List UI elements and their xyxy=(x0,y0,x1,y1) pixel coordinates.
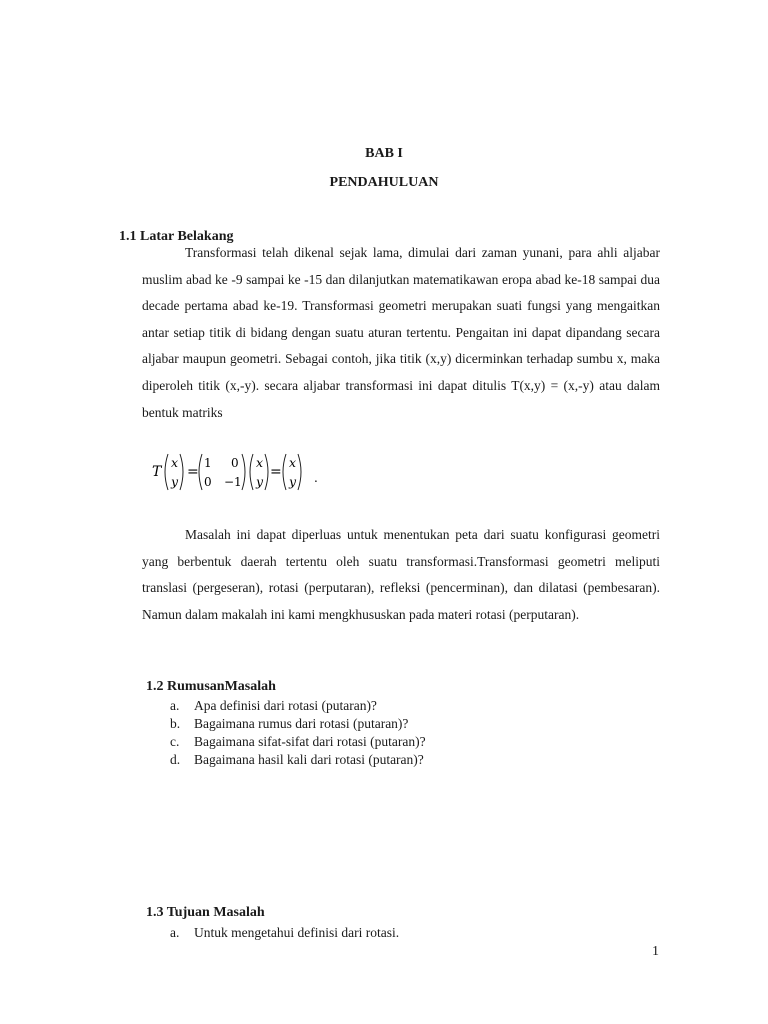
list-marker: a. xyxy=(170,925,180,940)
rumusan-masalah-list xyxy=(170,697,426,769)
eq-equals-1: = xyxy=(187,464,199,480)
paren-left xyxy=(283,454,286,490)
list-item-text: Bagaimana rumus dari rotasi (putaran)? xyxy=(194,716,409,731)
list-marker: c. xyxy=(170,734,180,749)
chapter-title: BAB I xyxy=(365,146,403,161)
eq-equals-2: = xyxy=(270,464,282,480)
list-item xyxy=(170,697,426,715)
paren-left xyxy=(165,454,168,490)
matrix-equation xyxy=(152,450,352,494)
list-item-text: Bagaimana hasil kali dari rotasi (putaran)? xyxy=(194,752,424,767)
paragraph-text: Masalah ini dapat diperluas untuk menentukan peta dari suatu konfigurasi geometri yang berbentuk daerah tertentu oleh suatu transformasi.Transformasi geometri meliputi translasi (pergeseran), rotasi (perputaran), refleksi (pencerminan), dan dilatasi (pembesaran). Namun dalam makalah ini kami mengkhususkan pada materi rotasi (perputaran). xyxy=(142,527,660,622)
list-marker: b. xyxy=(170,716,181,731)
chapter-subtitle: PENDAHULUAN xyxy=(329,175,439,190)
section-title-tujuan-masalah: 1.3 Tujuan Masalah xyxy=(146,905,265,920)
paren-left xyxy=(199,454,202,490)
paragraph-text: Transformasi telah dikenal sejak lama, dimulai dari zaman yunani, para ahli aljabar muslim abad ke -9 sampai ke -15 dan dilanjutkan matematikawan eropa abad ke-18 sampai dua decade pertama abad ke-19. Transformasi geometri merupakan suati fungsi yang mengaitkan antar setiap titik di bidang dengan suatu aturan tertentu. Pengaitan ini dapat dipandang secara aljabar maupun geometri. Sebagai contoh, jika titik (x,y) dicerminkan terhadap sumbu x, maka diperoleh titik (x,-y). secara aljabar transformasi ini dapat ditulis T(x,y) = (x,-y) atau dalam bentuk matriks xyxy=(142,245,660,420)
eq-vec1-y: y xyxy=(171,474,179,489)
list-item xyxy=(170,715,426,733)
paren-right xyxy=(265,454,268,490)
list-marker: d. xyxy=(170,752,181,767)
paren-right xyxy=(242,454,245,490)
list-item-text: Apa definisi dari rotasi (putaran)? xyxy=(194,698,377,713)
paren-left xyxy=(250,454,253,490)
paragraph-latar-belakang-1 xyxy=(142,240,660,426)
eq-vec2-y: y xyxy=(256,474,264,489)
paren-right xyxy=(298,454,301,490)
eq-m11: 1 xyxy=(204,456,212,470)
eq-m21: 0 xyxy=(204,475,212,489)
tujuan-masalah-list xyxy=(170,924,399,942)
list-item-text: Untuk mengetahui definisi dari rotasi. xyxy=(194,925,400,940)
list-item xyxy=(170,751,426,769)
eq-vec1-x: x xyxy=(171,455,179,470)
eq-trailing-period: . xyxy=(314,471,318,485)
section-title-rumusan-masalah: 1.2 RumusanMasalah xyxy=(146,679,276,694)
list-item xyxy=(170,924,399,942)
list-item-text: Bagaimana sifat-sifat dari rotasi (putaran)? xyxy=(194,734,426,749)
eq-vec2-x: x xyxy=(256,455,264,470)
section-title-latar-belakang: 1.1 Latar Belakang xyxy=(119,229,234,244)
eq-vec3-x: x xyxy=(289,455,297,470)
eq-vec3-y: y xyxy=(289,474,297,489)
list-item xyxy=(170,733,426,751)
paren-right xyxy=(180,454,183,490)
eq-m22: −1 xyxy=(224,475,242,489)
eq-m12: 0 xyxy=(231,456,239,470)
paragraph-latar-belakang-2 xyxy=(142,522,660,628)
list-marker: a. xyxy=(170,698,180,713)
eq-T: T xyxy=(152,464,162,480)
page-number: 1 xyxy=(652,944,659,959)
